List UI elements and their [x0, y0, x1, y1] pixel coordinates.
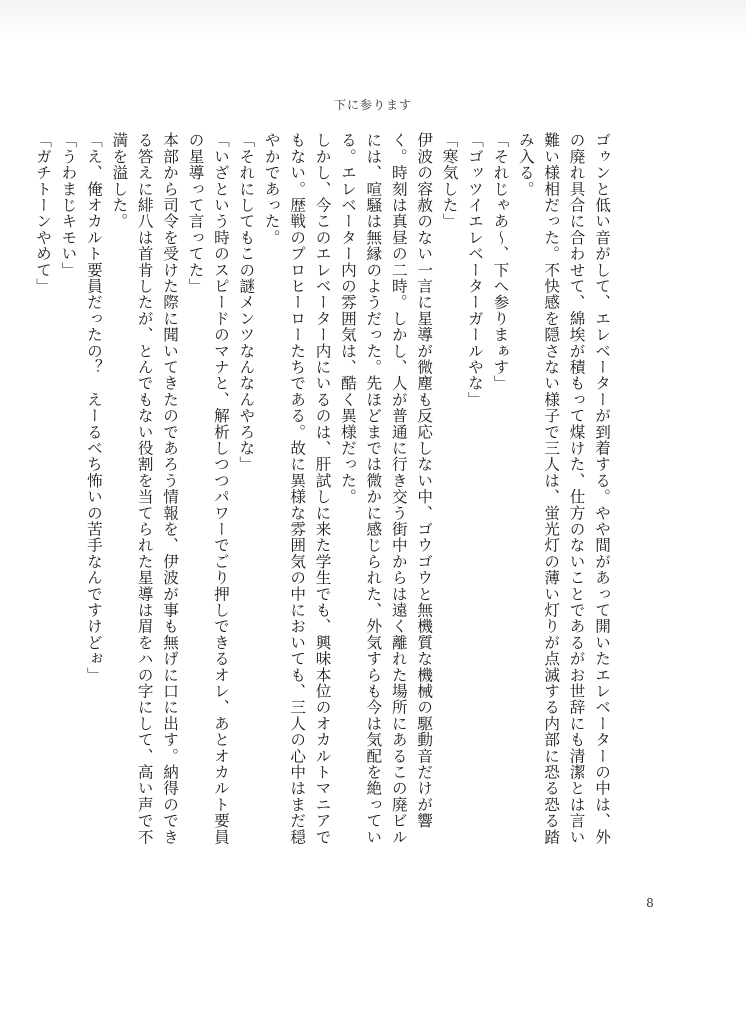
dialogue-line: 「それじゃあ〜、下へ参りまぁす」	[491, 132, 510, 392]
dialogue-line: 「寒気した」	[440, 132, 459, 230]
dialogue-line: 「いざという時のスピードのマナと、解析しつつパワーでごり押しできるオレ、あとオカルト要員の星導って言ってた」	[186, 132, 230, 845]
dialogue-line: 「ゴッツイエレベーターガールやな」	[465, 132, 484, 408]
paragraph: 伊波の容赦のない一言に星導が微塵も反応しない中、ゴウゴウと無機質な機械の駆動音だけが響く。時刻は真昼の二時。しかし、人が普通に行き交う街中からは遠く離れた場所にあるこの廃ビルには、喧騒は無縁のようだった。先ほどまでは微かに感じられた、外気すらも今は気配を絶っている。エレベーター内の雰囲気は、酷く異様だった。	[338, 132, 434, 845]
dialogue-line: 「ガチトーンやめて」	[34, 132, 53, 294]
paragraph: 本部から司令を受けた際に聞いてきたのであろう情報を、伊波が事も無げに口に出す。納得のできる答えに緋八は首肯したが、とんでもない役割を当てられた星導は眉をハの字にして、高い声で不満を溢した。	[110, 132, 180, 845]
page-number: 8	[646, 896, 654, 910]
dialogue-line: 「それにしてもこの謎メンツなんなんやろな」	[237, 132, 256, 473]
chapter-title: 下に参ります	[333, 98, 412, 112]
paragraph: しかし、今このエレベーター内にいるのは、肝試しに来た学生でも、興味本位のオカルトマニアでもない。歴戦のプロヒーローたちである。故に異様な雰囲気の中においても、三人の心中はまだ穏やかであった。	[262, 132, 332, 845]
scan-shadow	[0, 0, 746, 40]
dialogue-line: 「うわまじキモい」	[59, 132, 78, 278]
vertical-body-text	[34, 132, 614, 852]
paragraph: ゴゥンと低い音がして、エレベーターが到着する。やや間があって開いたエレベーターの中は、外の廃れ具合に合わせて、綿埃が積もって煤けた、仕方のないことであるがお世辞にも清潔とは言い難い様相だった。不快感を隠さない様子で三人は、蛍光灯の薄い灯りが点滅する内部に恐る恐る踏み入る。	[516, 132, 611, 845]
dialogue-line: 「え、俺オカルト要員だったの？ えーるべち怖いの苦手なんですけどぉ」	[84, 132, 103, 683]
